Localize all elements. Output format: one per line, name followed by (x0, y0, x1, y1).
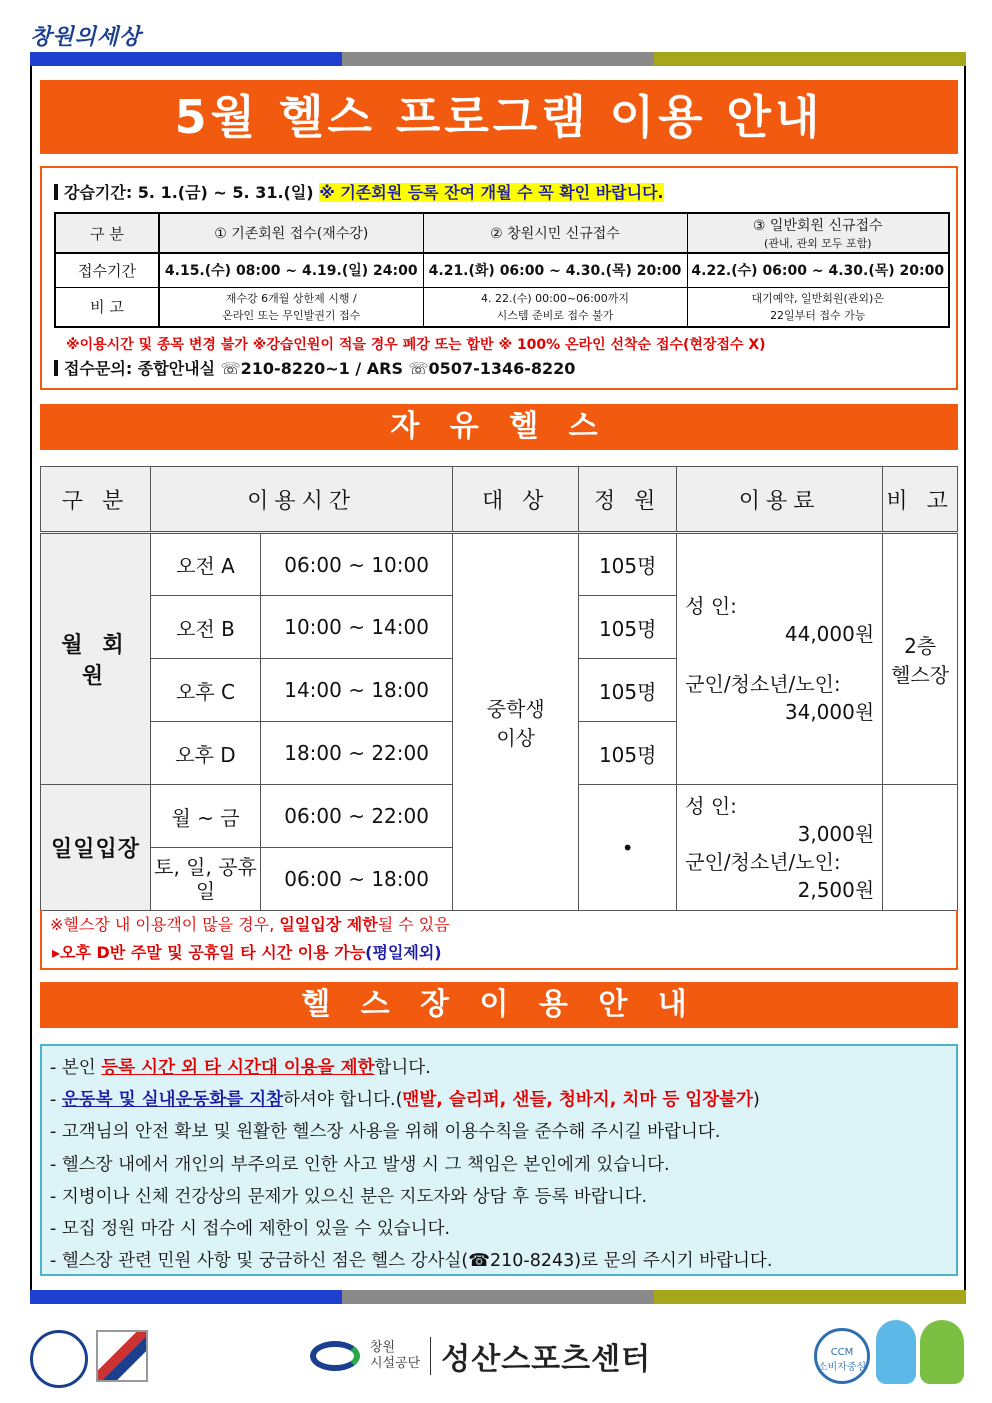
registration-period: 강습기간: 5. 1.(금) ~ 5. 31.(일) ※ 기존회원 등록 잔여 개월 수 꼭 확인 바랍니다. (54, 180, 664, 203)
certification-logo (96, 1330, 148, 1382)
registration-box (40, 166, 958, 390)
slot-time: 06:00 ~ 22:00 (261, 785, 453, 848)
slot-time: 14:00 ~ 18:00 (261, 659, 453, 722)
reg-row2-cell: 대기예약, 일반회원(관외)은 22일부터 접수 가능 (687, 287, 949, 327)
reg-col2: ② 창원시민 신규접수 (423, 213, 687, 253)
rule-item: - 지병이나 신체 건강상의 문제가 있으신 분은 지도자와 상담 후 등록 바랍니다. (50, 1186, 648, 1207)
rule-item: - 헬스장 관련 민원 사항 및 궁금하신 점은 헬스 강사실(☎210-8243)로 문의 주시기 바랍니다. (50, 1251, 773, 1272)
reg-row1-cell: 4.21.(화) 06:00 ~ 4.30.(목) 20:00 (423, 253, 687, 287)
daily-label: 일일입장 (41, 785, 151, 911)
target-cell: 중학생 이상 (453, 533, 579, 911)
free-gym-title: 자 유 헬 스 (40, 404, 958, 450)
human-rights-logo (30, 1330, 88, 1388)
period-notice: ※ 기존회원 등록 잔여 개월 수 꼭 확인 바랍니다. (319, 183, 664, 202)
reg-row2-cell: 4. 22.(수) 00:00~06:00까지 시스템 준비로 접수 불가 (423, 287, 687, 327)
reg-row1-cell: 4.22.(수) 06:00 ~ 4.30.(목) 20:00 (687, 253, 949, 287)
daily-capacity: • (579, 785, 677, 911)
center-name: 성산스포츠센터 (441, 1342, 652, 1377)
slot-time: 06:00 ~ 18:00 (261, 848, 453, 911)
reg-row1-label: 접수기간 (55, 253, 159, 287)
changwon-logo: 창원의세상 (30, 25, 142, 50)
reg-row2-cell: 재수강 6개월 상한제 시행 / 온라인 또는 무인발권기 접수 (159, 287, 423, 327)
slot-capacity: 105명 (579, 659, 677, 722)
slot-capacity: 105명 (579, 533, 677, 596)
slot-label: 오전 B (151, 596, 261, 659)
registration-warning: ※이용시간 및 종목 변경 불가 ※강습인원이 적을 경우 폐강 또는 합반 ※ 100% 온라인 선착순 접수(현장접수 X) (66, 337, 766, 353)
slot-label: 오후 D (151, 722, 261, 785)
rule-item: - 고객님의 안전 확보 및 원활한 헬스장 사용을 위해 이용수칙을 준수해 주시길 바랍니다. (50, 1122, 721, 1143)
reg-row2-label: 비 고 (55, 287, 159, 327)
reg-col-header: 구 분 (55, 213, 159, 253)
rule-item: - 모집 정원 마감 시 접수에 제한이 있을 수 있습니다. (50, 1219, 451, 1240)
rule-item: - 헬스장 내에서 개인의 부주의로 인한 사고 발생 시 그 책임은 본인에게 있습니다. (50, 1154, 670, 1175)
rule-item: - 운동복 및 실내운동화를 지참하셔야 합니다.(맨발, 슬리퍼, 샌들, 청바지, 치마 등 입장불가) (50, 1090, 760, 1111)
slot-label: 토, 일, 공휴일 (151, 848, 261, 911)
gym-rules-title: 헬 스 장 이 용 안 내 (40, 982, 958, 1028)
slot-capacity: 105명 (579, 596, 677, 659)
crowd-notice: ※헬스장 내 이용객이 많을 경우, 일일입장 제한될 수 있음 (50, 915, 450, 934)
slot-label: 월 ~ 금 (151, 785, 261, 848)
col-fee: 이용료 (677, 467, 883, 533)
daily-fee: 성 인: 3,000원 군인/청소년/노인: 2,500원 (677, 785, 883, 911)
reg-col3: ③ 일반회원 신규접수 (관내, 관외 모두 포함) (687, 213, 949, 253)
sports-center-logo: 창원 시설공단 성산스포츠센터 (310, 1334, 651, 1378)
bottom-stripe (30, 1290, 966, 1304)
slot-label: 오전 A (151, 533, 261, 596)
ccm-badge: CCM 소비자중심 (814, 1328, 870, 1384)
corporation-mark-icon (310, 1341, 360, 1371)
slot-capacity: 105명 (579, 722, 677, 785)
reg-col1: ① 기존회원 접수(재수강) (159, 213, 423, 253)
page-title: 5월 헬스 프로그램 이용 안내 (40, 80, 958, 154)
gym-rules-list (40, 1044, 958, 1276)
col-note: 비 고 (883, 467, 958, 533)
col-target: 대 상 (453, 467, 579, 533)
mascot-blue-icon (876, 1320, 916, 1384)
free-gym-notes (40, 910, 958, 970)
col-capacity: 정 원 (579, 467, 677, 533)
rule-item: - 본인 등록 시간 외 타 시간대 이용을 제한합니다. (50, 1058, 431, 1078)
monthly-label: 월 회 원 (41, 533, 151, 785)
monthly-fee: 성 인: 44,000원 군인/청소년/노인: 34,000원 (677, 533, 883, 785)
mascot-green-icon (920, 1320, 964, 1384)
slot-time: 18:00 ~ 22:00 (261, 722, 453, 785)
reg-row1-cell: 4.15.(수) 08:00 ~ 4.19.(일) 24:00 (159, 253, 423, 287)
slot-label: 오후 C (151, 659, 261, 722)
top-stripe (30, 52, 966, 66)
free-gym-table (40, 466, 958, 911)
note-cell: 2층 헬스장 (883, 533, 958, 785)
slot-time: 06:00 ~ 10:00 (261, 533, 453, 596)
col-category: 구 분 (41, 467, 151, 533)
note-cell-empty (883, 785, 958, 911)
slot-d-notice: ▸오후 D반 주말 및 공휴일 타 시간 이용 가능(평일제외) (52, 943, 442, 962)
registration-contact: 접수문의: 종합안내실 ☏210-8220~1 / ARS ☏0507-1346-8220 (54, 356, 575, 379)
col-time: 이용시간 (151, 467, 453, 533)
slot-time: 10:00 ~ 14:00 (261, 596, 453, 659)
registration-table (54, 212, 950, 328)
